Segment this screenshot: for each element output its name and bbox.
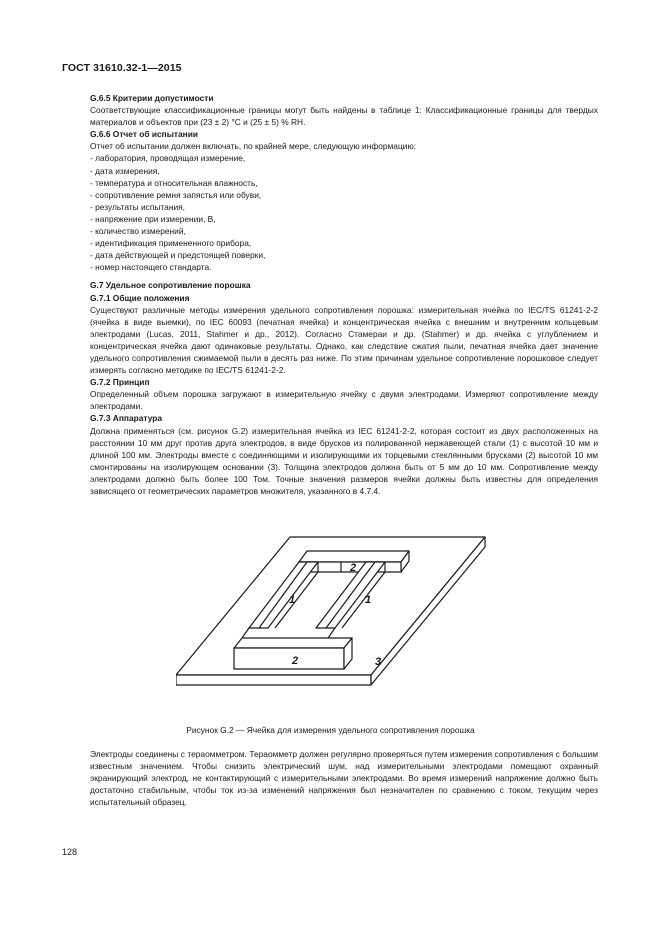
closing-paragraph [90, 748, 598, 808]
measuring-cell-drawing [176, 528, 488, 716]
section-text-g72: Определенный объем порошка загружают в измерительную ячейку с двумя электродами. Измеряют сопротивление между электродами. [90, 389, 598, 412]
glass-bar-bottom-top [234, 638, 352, 648]
list-item: - идентификация примененного прибора, [90, 237, 598, 249]
section-title-g72: G.7.2 Принцип [90, 377, 150, 388]
main-content [90, 92, 598, 497]
list-item: - напряжение при измерении, В, [90, 213, 598, 225]
measuring-cell-figure [176, 528, 488, 716]
section-intro-g66: Отчет об испытании должен включать, по крайней мере, следующую информацию: [90, 141, 417, 152]
label-2-top: 2 [350, 562, 357, 574]
list-item: - количество измерений, [90, 225, 598, 237]
glass-bar-top [299, 551, 409, 562]
label-1-right: 1 [365, 594, 372, 606]
glass-bar-bottom [234, 648, 344, 669]
figure-caption: Рисунок G.2 — Ячейка для измерения удельного сопротивления порошка [186, 725, 475, 735]
label-3-base: 3 [375, 656, 382, 668]
list-item: - сопротивление ремня запястья или обуви, [90, 189, 598, 201]
list-item: - лаборатория, проводящая измерение, [90, 152, 598, 164]
list-item: - температура и относительная влажность, [90, 177, 598, 189]
section-title-g71: G.7.1 Общие положения [90, 292, 190, 303]
label-2-bottom: 2 [292, 655, 299, 667]
document-number: ГОСТ 31610.32-1—2015 [62, 62, 182, 74]
section-title-g7: G.7 Удельное сопротивление порошка [90, 280, 251, 291]
section-text-g73: Должна применяться (см. рисунок G.2) измерительная ячейка из IEC 61241-2-2, которая состоит из двух расположенных на расстоянии 10 мм друг против друга электродов, в виде брусков из полированной нержавеющей стали (1) с высотой 10 мм и длиной 100 мм. Электроды вместе с соединяющими и изолирующими их торцевыми стеклянными брусками (2) высотой 10 мм смонтированы на изолирующем основании (3). Толщина электродов должна быть от 5 мм до 10 мм. Сопротивление между электродами должно быть более 100 Том. Точные значения размеров ячейки должны быть известны для определения зависящего от геометрических параметров множителя, указанного в 4.7.4. [90, 425, 598, 496]
section-text-g65: Соответствующие классификационные границы могут быть найдены в таблице 1: Классификационные границы для твердых материалов и объектов при (23 ± 2) °С и (25 ± 5) % RH. [90, 105, 598, 128]
section-title-g73: G.7.3 Аппаратура [90, 413, 163, 424]
closing-text: Электроды соединены с тераомметром. Тераомметр должен регулярно проверяться путем измерения сопротивления с большим известным значением. Чтобы снизить электрический шум, над измерительными электродами помещают охранный экранирующий электрод, не контактирующий с измерительными электродами. Во время измерений напряжение должно быть достаточно стабильным, чтобы ток из-за изменений напряжения был незначителен по сравнению с током, текущим через испытательный образец. [90, 749, 598, 808]
list-item: - дата действующей и предстоящей поверки, [90, 249, 598, 261]
section-title-g65: G.6.5 Критерии допустимости [90, 93, 214, 103]
list-item: - номер настоящего стандарта. [90, 261, 598, 273]
label-1-left: 1 [289, 594, 296, 606]
page-number: 128 [62, 847, 78, 857]
section-title-g66: G.6.6 Отчет об испытании [90, 129, 199, 140]
report-items-list [90, 152, 598, 273]
list-item: - результаты испытания, [90, 201, 598, 213]
section-text-g71: Существуют различные методы измерения удельного сопротивления порошка: измерительная ячейка по IEC/TS 61241-2-2 (ячейка в виде выемки), по IEC 60093 (печатная ячейка) и концентрическая ячейка с внешним и внутренним кольцевым электродами (Lucas, 2011, Stahmer и др., 2012). Согласно Стамераи и др. (Stahmer) и др. ячейка с углублением и концентрическая ячейка дают одинаковые результаты. Однако, как следствие сжатия пыли, печатная ячейка дает значение удельного сопротивления сжимаемой пыли в десять раз ниже. По этим причинам удельное сопротивление порошковое следует измерять согласно методике по IEC/TS 61241-2-2. [90, 304, 598, 376]
list-item: - дата измерения, [90, 165, 598, 177]
